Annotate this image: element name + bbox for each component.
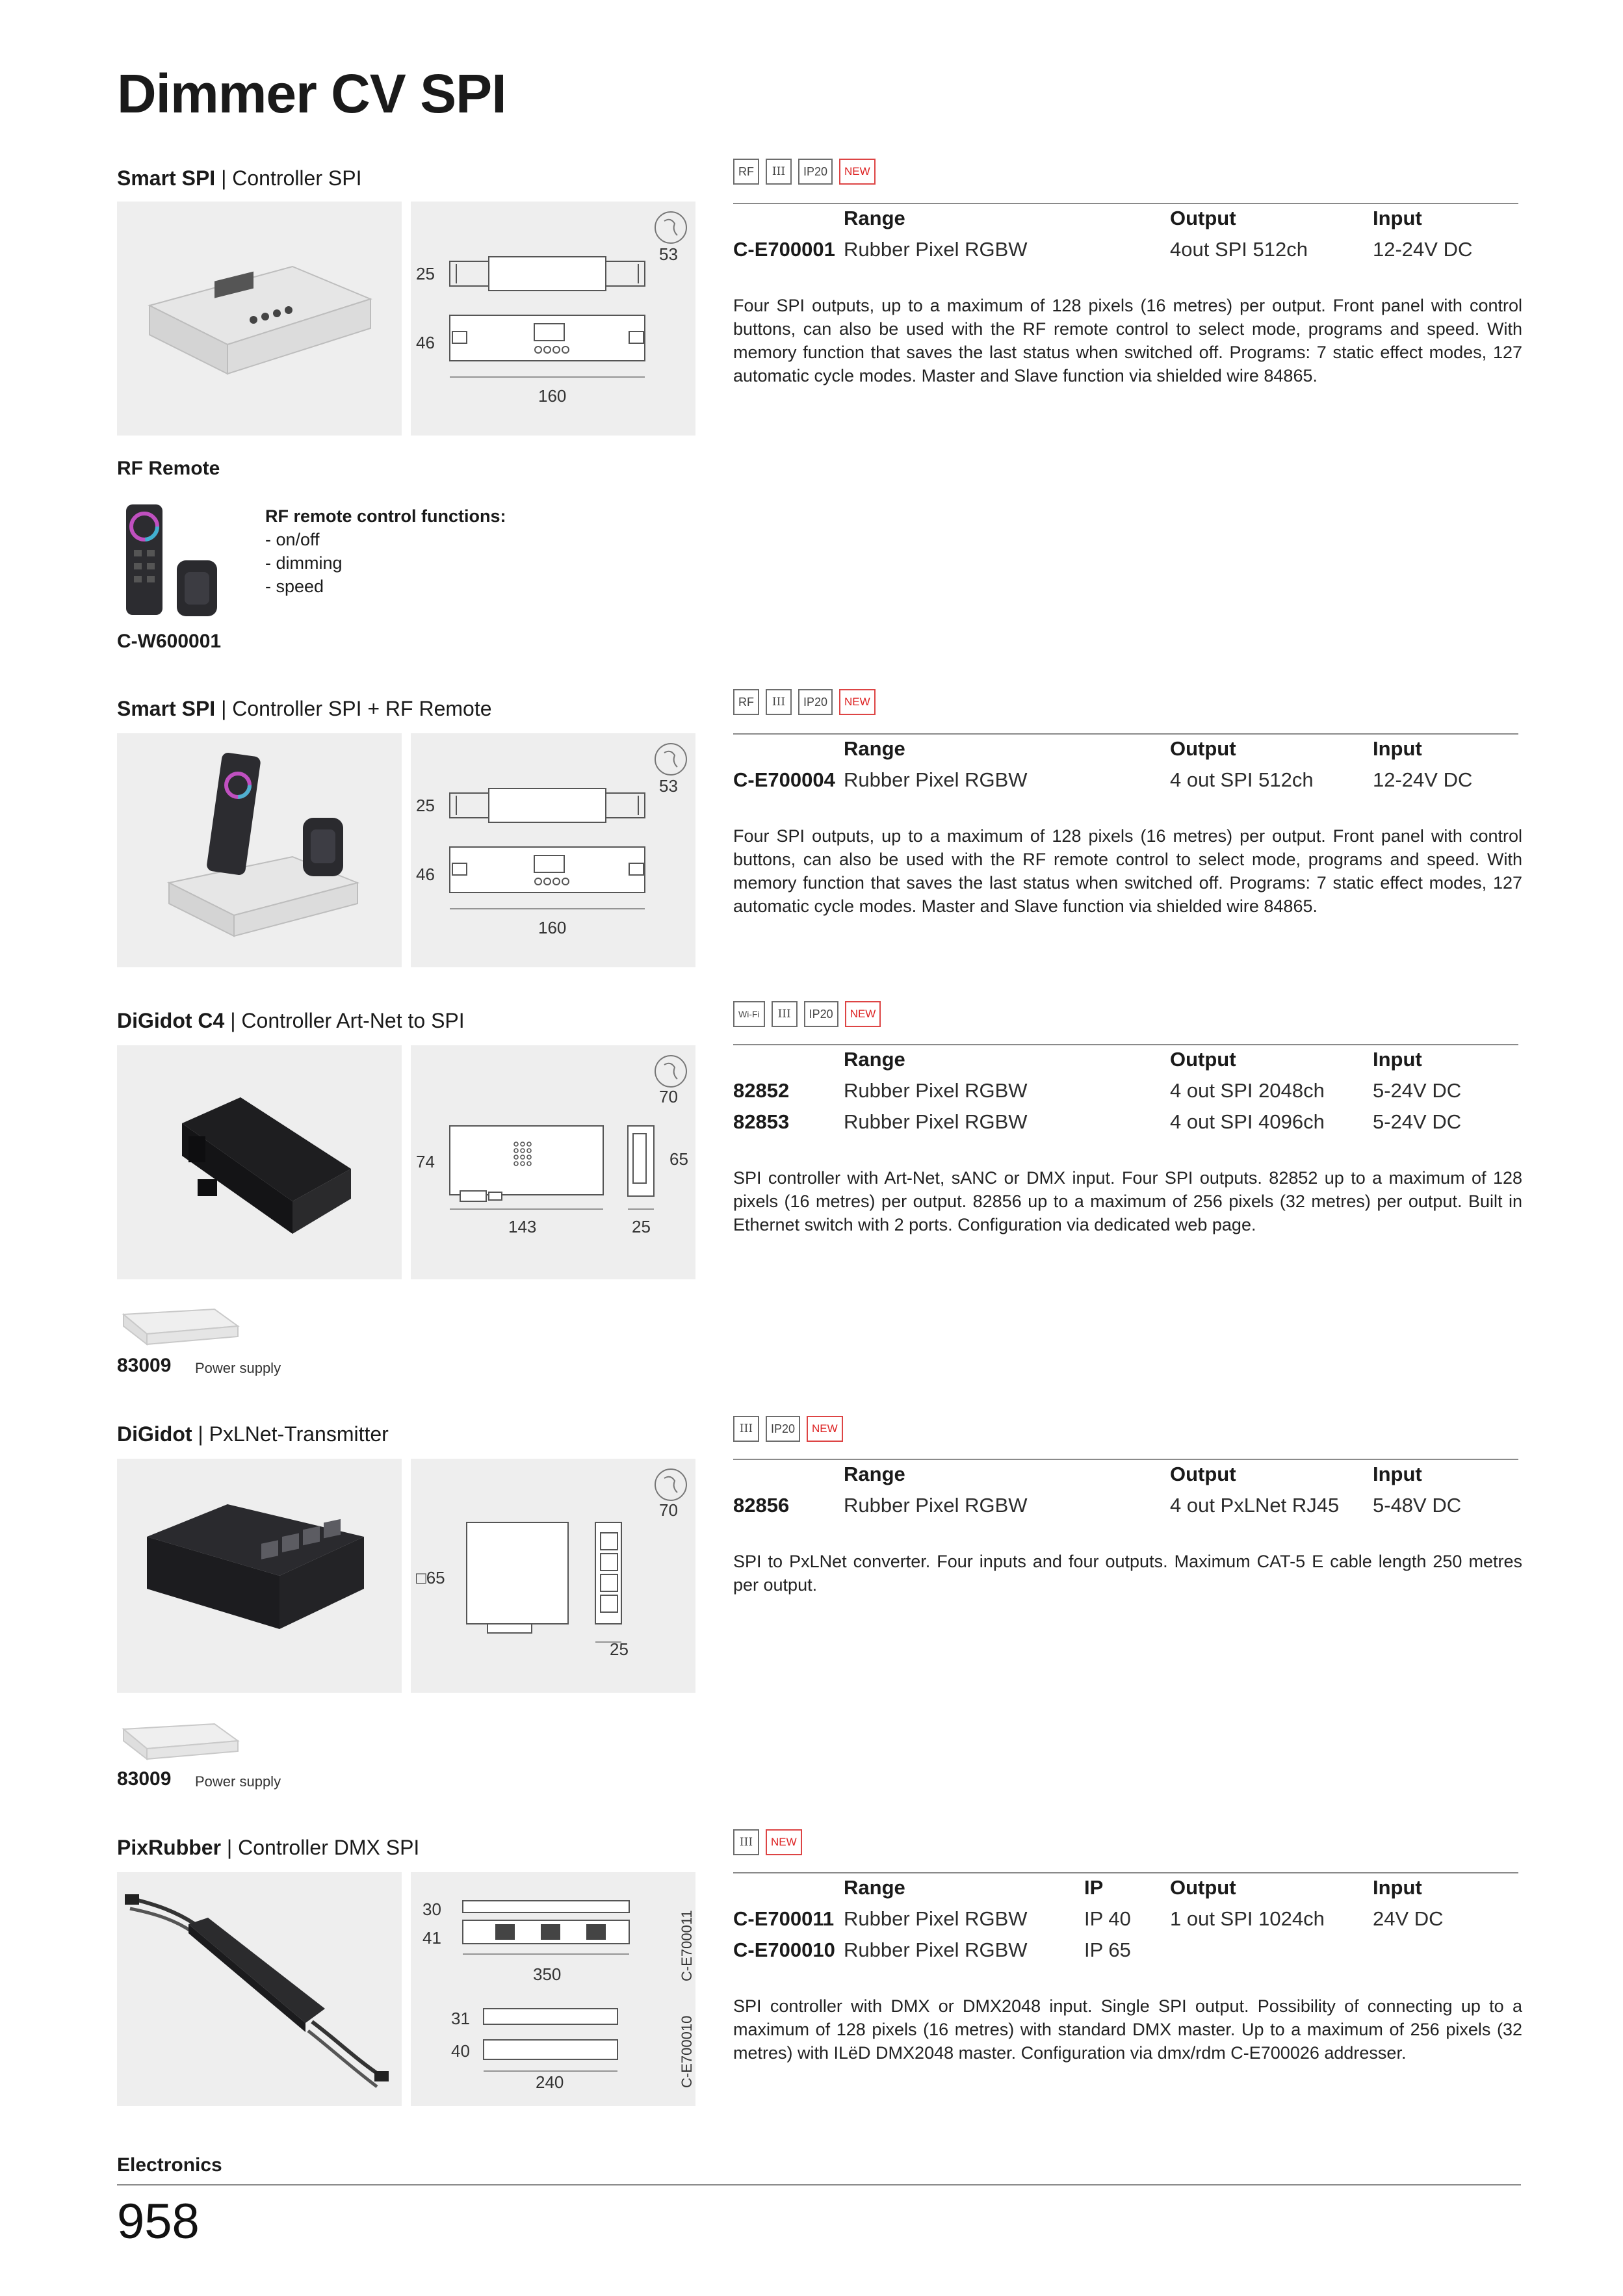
product-code: 82856: [733, 1494, 790, 1517]
range-value: Rubber Pixel RGBW: [844, 238, 1028, 261]
new-badge: NEW: [766, 1829, 802, 1855]
new-badge: NEW: [807, 1416, 843, 1442]
dim-height-1: 25: [416, 264, 435, 283]
dim-depth: 70: [659, 1087, 678, 1106]
new-badge: NEW: [839, 689, 876, 715]
dim-height-2: 46: [416, 865, 435, 884]
dim-a-height-2: 41: [422, 1928, 441, 1948]
badge-row: [733, 159, 876, 187]
header-input: Input: [1373, 1048, 1422, 1071]
dim-depth: 53: [659, 776, 678, 796]
dimension-drawing-pixrubber: [411, 1872, 695, 2106]
dim-width: 143: [508, 1217, 537, 1236]
header-output: Output: [1170, 207, 1236, 229]
product-code: 82853: [733, 1110, 790, 1133]
header-range: Range: [844, 1463, 905, 1485]
pixrubber-drawing: [411, 1872, 695, 2106]
power-supply-photo: [117, 1303, 240, 1348]
dim-a-width: 350: [533, 1964, 562, 1984]
section-brand: Smart SPI: [117, 166, 216, 190]
rf-function-item: - dimming: [265, 553, 343, 573]
section-brand: Smart SPI: [117, 697, 216, 720]
header-ip: IP: [1084, 1876, 1104, 1899]
header-input: Input: [1373, 1463, 1422, 1485]
divider: [733, 1459, 1518, 1460]
dimension-drawing-digidot-pxl: [411, 1459, 695, 1693]
footer-divider: [117, 2184, 1521, 2185]
footer-section-label: Electronics: [117, 2154, 222, 2176]
range-value: Rubber Pixel RGBW: [844, 1907, 1028, 1930]
badge-row: [733, 1416, 843, 1444]
range-value: Rubber Pixel RGBW: [844, 1938, 1028, 1961]
ip20-badge: IP20: [798, 159, 833, 185]
pixrubber-photo: [117, 1872, 402, 2106]
new-badge: NEW: [845, 1001, 881, 1027]
output-value: 4 out SPI 512ch: [1170, 768, 1314, 791]
header-range: Range: [844, 207, 905, 229]
section-brand: PixRubber: [117, 1836, 222, 1859]
input-value: 12-24V DC: [1373, 238, 1473, 261]
section-title-digidot-pxl: [117, 1422, 389, 1446]
dim-height: 74: [416, 1152, 435, 1171]
artnet-controller-photo: [117, 1045, 402, 1279]
dim-side-width: 25: [632, 1217, 651, 1236]
product-code: C-E700010: [733, 1938, 835, 1961]
rf-functions: [265, 504, 506, 598]
product-code: C-E700011: [733, 1907, 835, 1930]
power-supply-photo: [117, 1717, 240, 1763]
header-output: Output: [1170, 1463, 1236, 1485]
class-3-icon: III: [733, 1416, 759, 1442]
dim-a-code: C-E700011: [679, 1910, 695, 1981]
range-value: Rubber Pixel RGBW: [844, 1110, 1028, 1133]
ip20-badge: IP20: [804, 1001, 838, 1027]
section-subtitle: | PxLNet-Transmitter: [192, 1422, 389, 1446]
section-title-pixrubber: [117, 1836, 419, 1860]
dim-side-width: 25: [610, 1639, 629, 1659]
section-title-smart-spi: [117, 166, 361, 190]
rf-icon: RF: [733, 689, 759, 715]
power-supply-image: [117, 1303, 240, 1348]
artnet-controller-drawing: [411, 1045, 695, 1279]
dim-square: □65: [416, 1568, 445, 1587]
output-value: 4 out SPI 4096ch: [1170, 1110, 1325, 1133]
pxlnet-transmitter-drawing: [411, 1459, 695, 1693]
dim-depth: 70: [659, 1500, 678, 1520]
ip-value: IP 40: [1084, 1907, 1131, 1930]
badge-row: [733, 1001, 881, 1030]
wifi-icon: Wi-Fi: [733, 1001, 765, 1027]
rf-functions-title: RF remote control functions:: [265, 506, 506, 526]
dim-height-1: 25: [416, 796, 435, 815]
ip-value: IP 65: [1084, 1938, 1131, 1961]
input-value: 5-48V DC: [1373, 1494, 1462, 1517]
dim-b-width: 240: [536, 2072, 564, 2092]
range-value: Rubber Pixel RGBW: [844, 768, 1028, 791]
remote-photo: [117, 501, 234, 618]
dim-depth: 53: [659, 244, 678, 264]
range-value: Rubber Pixel RGBW: [844, 1079, 1028, 1102]
class-3-icon: III: [772, 1001, 798, 1027]
controller-photo: [117, 202, 402, 436]
rf-icon: RF: [733, 159, 759, 185]
accessory-code: 83009: [117, 1768, 172, 1790]
badge-row: [733, 1829, 802, 1858]
product-photo-smart-spi-rf: [117, 733, 402, 967]
product-photo-smart-spi: [117, 202, 402, 436]
product-photo-digidot-pxl: [117, 1459, 402, 1693]
section-subtitle: | Controller SPI: [215, 166, 362, 190]
product-description: SPI controller with DMX or DMX2048 input. Single SPI output. Possibility of connecting up to a maximum of 128 pixels (16 metres) with standard DMX master. Up to a maximum of 256 pixels (32 metres) with ILëD DMX2048 master. Configuration via dmx/rdm C-E700026 addresser.: [733, 1996, 1522, 2063]
product-photo-pixrubber: [117, 1872, 402, 2106]
class-3-icon: III: [733, 1829, 759, 1855]
ip20-badge: IP20: [766, 1416, 800, 1442]
class-3-icon: III: [766, 159, 792, 185]
accessory-label: Power supply: [195, 1773, 281, 1790]
product-description: SPI to PxLNet converter. Four inputs and four outputs. Maximum CAT-5 E cable length 250 metres per output.: [733, 1552, 1522, 1595]
rf-remote-code: C-W600001: [117, 631, 222, 652]
dim-height-2: 46: [416, 333, 435, 352]
product-description: SPI controller with Art-Net, sANC or DMX input. Four SPI outputs. 82852 up to a maximum of 128 pixels (16 metres) per output. 82856 up to a maximum of 256 pixels (32 metres) per output. Built in Ethernet switch with 2 ports. Configuration via dedicated web page.: [733, 1168, 1522, 1234]
section-brand: DiGidot: [117, 1422, 192, 1446]
ip20-badge: IP20: [798, 689, 833, 715]
input-value: 24V DC: [1373, 1907, 1444, 1930]
rf-function-item: - speed: [265, 577, 324, 596]
product-description: Four SPI outputs, up to a maximum of 128 pixels (16 metres) per output. Front panel with control buttons, can also be used with the RF remote control to select mode, programs and speed. With memory function that saves the last status when switched off. Programs: 7 static effect modes, 127 automatic cycle modes. Master and Slave function via shielded wire 84865.: [733, 296, 1522, 385]
product-code: C-E700001: [733, 238, 835, 261]
output-value: 1 out SPI 1024ch: [1170, 1907, 1325, 1930]
dim-b-code: C-E700010: [679, 2015, 695, 2088]
dim-side-height: 65: [669, 1149, 688, 1169]
rf-remote-title: RF Remote: [117, 458, 220, 479]
input-value: 5-24V DC: [1373, 1110, 1462, 1133]
product-code: 82852: [733, 1079, 790, 1102]
output-value: 4 out PxLNet RJ45: [1170, 1494, 1340, 1517]
header-range: Range: [844, 1048, 905, 1071]
pxlnet-transmitter-photo: [117, 1459, 402, 1693]
new-badge: NEW: [839, 159, 876, 185]
output-value: 4 out SPI 2048ch: [1170, 1079, 1325, 1102]
header-output: Output: [1170, 1876, 1236, 1899]
dim-width: 160: [538, 918, 567, 937]
divider: [733, 203, 1518, 204]
dim-width: 160: [538, 386, 567, 406]
section-title-digidot-c4: [117, 1009, 465, 1033]
rf-function-item: - on/off: [265, 530, 320, 549]
page-title: Dimmer CV SPI: [117, 63, 506, 124]
product-description: Four SPI outputs, up to a maximum of 128 pixels (16 metres) per output. Front panel with control buttons, can also be used with the RF remote control to select mode, programs and speed. With memory function that saves the last status when switched off. Programs: 7 static effect modes, 127 automatic cycle modes. Master and Slave function via shielded wire 84865.: [733, 826, 1522, 916]
accessory-label: Power supply: [195, 1360, 281, 1376]
header-input: Input: [1373, 737, 1422, 760]
header-range: Range: [844, 1876, 905, 1899]
header-range: Range: [844, 737, 905, 760]
section-subtitle: | Controller SPI + RF Remote: [215, 697, 492, 720]
section-subtitle: | Controller Art-Net to SPI: [224, 1009, 465, 1032]
dim-b-height-2: 40: [451, 2041, 470, 2061]
range-value: Rubber Pixel RGBW: [844, 1494, 1028, 1517]
class-3-icon: III: [766, 689, 792, 715]
badge-row: [733, 689, 876, 718]
divider: [733, 733, 1518, 735]
product-code: C-E700004: [733, 768, 835, 791]
section-brand: DiGidot C4: [117, 1009, 225, 1032]
divider: [733, 1872, 1518, 1873]
dim-b-height-1: 31: [451, 2009, 470, 2028]
product-photo-digidot-c4: [117, 1045, 402, 1279]
accessory-code: 83009: [117, 1355, 172, 1376]
controller-remote-photo: [117, 733, 402, 967]
header-output: Output: [1170, 1048, 1236, 1071]
header-input: Input: [1373, 1876, 1422, 1899]
power-supply-image: [117, 1717, 240, 1763]
header-output: Output: [1170, 737, 1236, 760]
input-value: 5-24V DC: [1373, 1079, 1462, 1102]
divider: [733, 1044, 1518, 1045]
dim-a-height-1: 30: [422, 1899, 441, 1919]
page-number: 958: [117, 2194, 200, 2249]
section-title-smart-spi-rf: [117, 697, 492, 721]
output-value: 4out SPI 512ch: [1170, 238, 1308, 261]
rf-remote-photo: [117, 501, 234, 618]
header-input: Input: [1373, 207, 1422, 229]
section-subtitle: | Controller DMX SPI: [221, 1836, 420, 1859]
input-value: 12-24V DC: [1373, 768, 1473, 791]
dimension-drawing-digidot-c4: [411, 1045, 695, 1279]
